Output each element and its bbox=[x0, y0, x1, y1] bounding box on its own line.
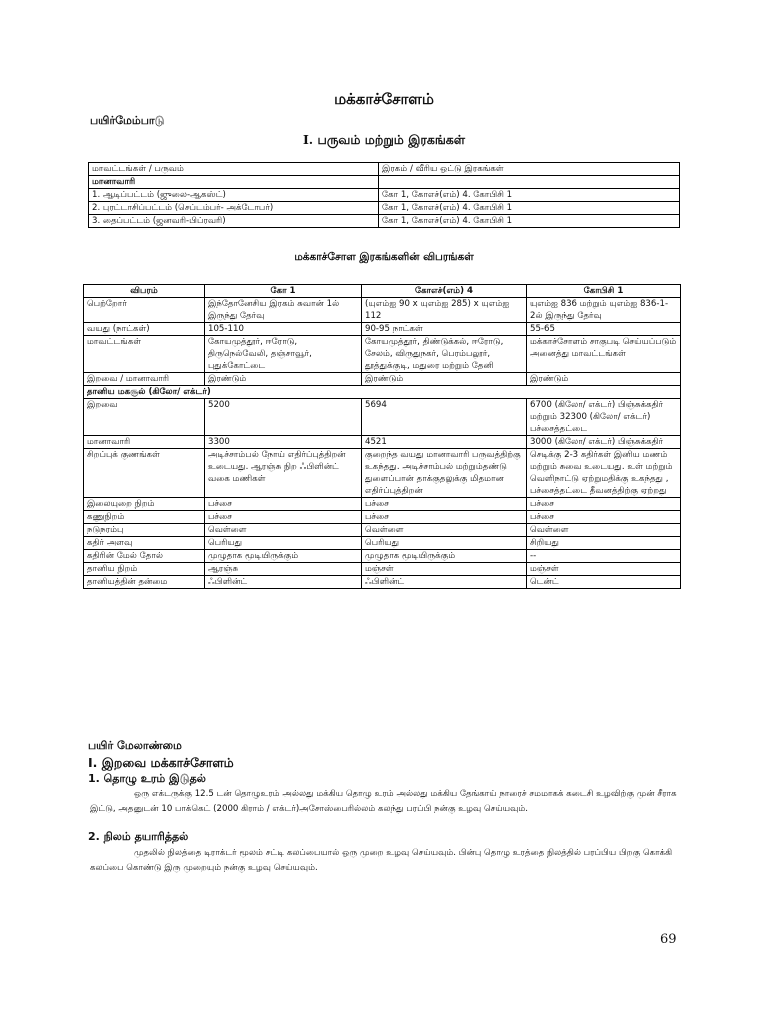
table-row bbox=[84, 323, 681, 336]
table-cell: இலையுறை நிறம் bbox=[84, 498, 205, 511]
table-cell: மஞ்சள் bbox=[527, 563, 681, 576]
variety-table bbox=[83, 284, 681, 589]
table-cell: 3. தைப்பட்டம் (ஜனவரி-பிப்ரவரி) bbox=[89, 215, 379, 228]
season-table bbox=[88, 162, 680, 228]
table-row bbox=[84, 537, 681, 550]
table-cell: பச்சை bbox=[362, 498, 527, 511]
table-cell: 5200 bbox=[205, 399, 362, 436]
table-header-row bbox=[89, 163, 680, 176]
table-cell: மக்காச்சோளம் சாகுபடி செய்யப்படும் அனைத்து மாவட்டங்கள் bbox=[527, 336, 681, 373]
table-header-cell: கோபிசி 1 bbox=[527, 285, 681, 298]
table-cell: கோ 1, கோஎச்(எம்) 4. கோபிசி 1 bbox=[379, 189, 680, 202]
table-row bbox=[84, 511, 681, 524]
subsection-text: பருவம் மற்றும் இரகங்கள் bbox=[317, 132, 466, 147]
step-paragraph: ஒரு எக்டருக்கு 12.5 டன் தொழுஉரம் அல்லது மக்கிய தொழு உரம் அல்லது மக்கிய தேங்காய் நாரைச் சமமாகக் கடைசி உழவிற்கு முன் சீராக இட்டு, அதனுடன் 10 பாக்கெட் (2000 கிராம் / எக்டர்)அசோஸ்பைரில்லம் கலந்து பரப்பி நன்கு உழவு செய்யவும். bbox=[90, 789, 677, 814]
roman-numeral: I. bbox=[302, 132, 314, 147]
table-cell: மஞ்சள் bbox=[362, 563, 527, 576]
table-row bbox=[89, 176, 680, 189]
table-cell: 5694 bbox=[362, 399, 527, 436]
table-row bbox=[84, 298, 681, 323]
table-cell: மாவட்டங்கள் bbox=[84, 336, 205, 373]
variety-table-title: மக்காச்சோள இரகங்களின் விபரங்கள் bbox=[294, 251, 474, 263]
table-cell bbox=[379, 176, 680, 189]
step-title: 1. தொழு உரம் இடுதல் bbox=[88, 772, 206, 785]
table-cell: பச்சை bbox=[527, 511, 681, 524]
table-group-cell: மானாவாரி bbox=[89, 176, 379, 189]
table-cell: 6700 (கிலோ/ எக்டர்) பிஞ்சுக்கதிர் மற்றும் 32300 (கிலோ/ எக்டர்) பச்சைத்தட்டை bbox=[527, 399, 681, 436]
table-cell: ஆரஞ்சு bbox=[205, 563, 362, 576]
table-cell: இரண்டும் bbox=[362, 373, 527, 386]
table-cell: 55-65 bbox=[527, 323, 681, 336]
step-paragraph: முதலில் நிலத்தை டிராக்டர் மூலம் சட்டி கலப்பையால் ஒரு முறை உழவு செய்யவும். பின்பு தொழு உரத்தை நிலத்தில் பரப்பிய பிறகு கொக்கி கலப்பை கொண்டு இரு முறையும் நன்கு உழவு செய்யவும். bbox=[90, 848, 673, 873]
table-cell: வயது (நாட்கள்) bbox=[84, 323, 205, 336]
table-cell: 3300 bbox=[205, 436, 362, 449]
table-header-cell: மாவட்டங்கள் / பருவம் bbox=[89, 163, 379, 176]
table-cell: கதிர் அளவு bbox=[84, 537, 205, 550]
table-cell: முழுதாக மூடியிருக்கும் bbox=[205, 550, 362, 563]
table-cell: பச்சை bbox=[205, 511, 362, 524]
table-cell: வெள்ளை bbox=[527, 524, 681, 537]
table-cell: முழுதாக மூடியிருக்கும் bbox=[362, 550, 527, 563]
management-heading: பயிர் மேலாண்மை bbox=[88, 739, 182, 752]
table-group-cell: தானிய மகசூல் (கிலோ/ எக்டர்) bbox=[84, 386, 681, 399]
table-row bbox=[89, 215, 680, 228]
section-heading: பயிர்மேம்பாடு bbox=[90, 114, 165, 127]
table-row bbox=[84, 563, 681, 576]
table-cell: கதிரின் மேல் தோல் bbox=[84, 550, 205, 563]
table-cell: ஃபிளின்ட் bbox=[362, 576, 527, 589]
table-cell: 90-95 நாட்கள் bbox=[362, 323, 527, 336]
table-cell: கோயமுத்தூர், திண்டுக்கல், ஈரோடு, சேலம், விருதுநகர், பெரம்பலூர், தூத்துக்குடி, மதுரை மற்றும் தேனி bbox=[362, 336, 527, 373]
table-cell: பச்சை bbox=[362, 511, 527, 524]
table-row bbox=[84, 524, 681, 537]
table-group-row bbox=[84, 386, 681, 399]
table-header-row bbox=[84, 285, 681, 298]
table-cell: இந்தோனேசிய இரகம் சுவான் 1ல் இருந்து தேர்வு bbox=[205, 298, 362, 323]
table-row bbox=[84, 373, 681, 386]
table-cell: கோ 1, கோஎச்(எம்) 4. கோபிசி 1 bbox=[379, 215, 680, 228]
table-cell: சிறியது bbox=[527, 537, 681, 550]
table-cell: பச்சை bbox=[527, 498, 681, 511]
table-row bbox=[89, 189, 680, 202]
management-section: I. இறவை மக்காச்சோளம் bbox=[88, 755, 234, 770]
table-cell: (யுஎம்ஐ 90 x யுஎம்ஐ 285) x யுஎம்ஐ 112 bbox=[362, 298, 527, 323]
table-cell: கோ 1, கோஎச்(எம்) 4. கோபிசி 1 bbox=[379, 202, 680, 215]
page-number: 69 bbox=[660, 932, 677, 947]
table-cell: சிறப்புக் குணங்கள் bbox=[84, 449, 205, 498]
table-cell: இரண்டும் bbox=[205, 373, 362, 386]
table-row bbox=[89, 202, 680, 215]
table-cell: இறவை bbox=[84, 399, 205, 436]
table-cell: இரண்டும் bbox=[527, 373, 681, 386]
table-row bbox=[84, 399, 681, 436]
table-cell: பெரியது bbox=[362, 537, 527, 550]
table-header-cell: இரகம் / வீரிய ஒட்டு இரகங்கள் bbox=[379, 163, 680, 176]
table-cell: பெரியது bbox=[205, 537, 362, 550]
table-cell: டென்ட் bbox=[527, 576, 681, 589]
page-title: மக்காச்சோளம் bbox=[334, 90, 434, 108]
table-cell: 1. ஆடிப்பட்டம் (ஜுலை-ஆகஸ்ட்) bbox=[89, 189, 379, 202]
table-header-cell: விபரம் bbox=[84, 285, 205, 298]
table-row bbox=[84, 436, 681, 449]
table-cell: 3000 (கிலோ/ எக்டர்) பிஞ்சுக்கதிர் bbox=[527, 436, 681, 449]
table-cell: கணுநிறம் bbox=[84, 511, 205, 524]
table-cell: யுஎம்ஐ 836 மற்றும் யுஎம்ஐ 836-1-2ல் இருந்து தேர்வு bbox=[527, 298, 681, 323]
table-row bbox=[84, 498, 681, 511]
table-cell: ஃபிளின்ட் bbox=[205, 576, 362, 589]
table-row bbox=[84, 336, 681, 373]
table-cell: பச்சை bbox=[205, 498, 362, 511]
table-row bbox=[84, 550, 681, 563]
table-cell: 2. புரட்டாசிப்பட்டம் (செப்டம்பர்- அக்டோபர்) bbox=[89, 202, 379, 215]
table-cell: தானிய நிறம் bbox=[84, 563, 205, 576]
table-cell: பெற்றோர் bbox=[84, 298, 205, 323]
table-cell: இறவை / மானாவாரி bbox=[84, 373, 205, 386]
table-row bbox=[84, 449, 681, 498]
step-title: 2. நிலம் தயாரித்தல் bbox=[88, 830, 189, 843]
table-cell: -- bbox=[527, 550, 681, 563]
table-cell: குறைந்த வயது மானாவாரி பருவத்திற்கு உகந்தது. அடிச்சாம்பல் மற்றும்தண்டு துளைப்பான் தாக்குதலுக்கு மிதமான எதிர்ப்புத்திறன் bbox=[362, 449, 527, 498]
table-row bbox=[84, 576, 681, 589]
table-cell: நடுநரம்பு bbox=[84, 524, 205, 537]
table-cell: தானியத்தின் தன்மை bbox=[84, 576, 205, 589]
table-cell: மானாவாரி bbox=[84, 436, 205, 449]
table-cell: கோயமுத்தூர், ஈரோடு, திருநெல்வேலி, தஞ்சாவூர், புதுக்கோட்டை bbox=[205, 336, 362, 373]
subsection-heading bbox=[0, 132, 768, 149]
table-cell: வெள்ளை bbox=[362, 524, 527, 537]
table-cell: அடிச்சாம்பல் நோய் எதிர்ப்புத்திறன் உடையது. ஆரஞ்சு நிற ஃபிளின்ட் வகை மணிகள் bbox=[205, 449, 362, 498]
table-cell: செடிக்கு 2-3 கதிர்கள் இனிய மணம் மற்றும் சுவை உடையது. உள் மற்றும் வெளிநாட்டு ஏற்றுமதிக்கு உகந்தது , பச்சைத்தட்டை தீவனத்திற்கு ஏற்றது bbox=[527, 449, 681, 498]
table-header-cell: கோ 1 bbox=[205, 285, 362, 298]
table-header-cell: கோஎச்(எம்) 4 bbox=[362, 285, 527, 298]
table-cell: 4521 bbox=[362, 436, 527, 449]
table-cell: 105-110 bbox=[205, 323, 362, 336]
table-cell: வெள்ளை bbox=[205, 524, 362, 537]
